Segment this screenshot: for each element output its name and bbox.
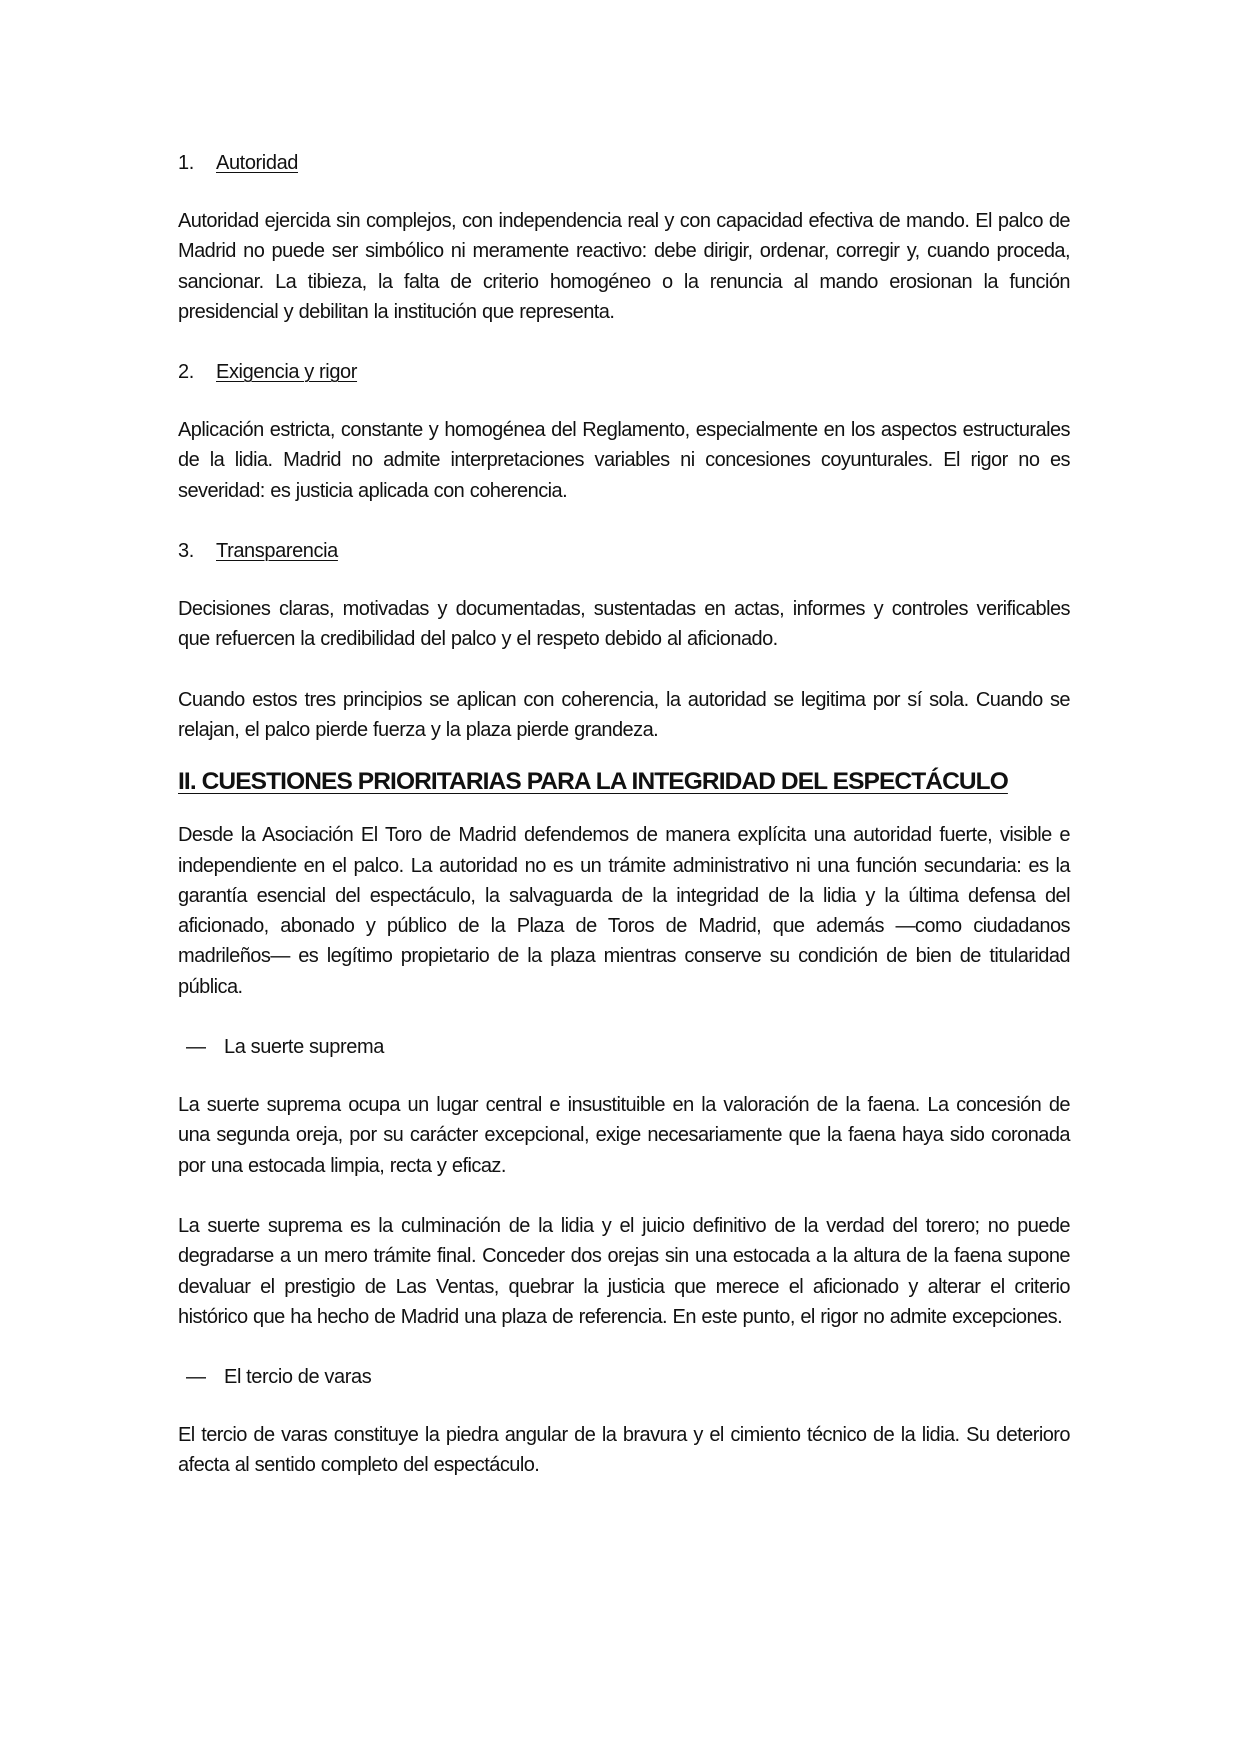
dash-bullet: — xyxy=(186,1366,206,1389)
subsection-paragraph: La suerte suprema ocupa un lugar central e insustituible en la valoración de la faena. La concesión de una segunda oreja, por su carácter excepcional, exige necesariamente que la faena haya sido coronada por una estocada limpia, recta y eficaz. xyxy=(178,1094,1070,1177)
principle-body-exigencia: Aplicación estricta, constante y homogénea del Reglamento, especialmente en los aspectos estructurales de la lidia. Madrid no admite interpretaciones variables ni concesiones coyunturales. El rigor no es severidad: es justicia aplicada con coherencia. xyxy=(178,419,1070,502)
principle-number: 2. xyxy=(178,361,194,384)
subsection-title: La suerte suprema xyxy=(224,1036,384,1059)
principle-title: Exigencia y rigor xyxy=(216,361,358,384)
principle-body-transparencia: Decisiones claras, motivadas y documentadas, sustentadas en actas, informes y controles verificables que refuercen la credibilidad del palco y el respeto debido al aficionado. xyxy=(178,598,1070,651)
section-intro: Desde la Asociación El Toro de Madrid defendemos de manera explícita una autoridad fuerte, visible e independiente en el palco. La autoridad no es un trámite administrativo ni una función secundaria: es la garantía esencial del espectáculo, la salvaguarda de la integridad de la lidia y la última defensa del aficionado, abonado y público de la Plaza de Toros de Madrid, que además —como ciudadanos madrileños— es legítimo propietario de la plaza mientras conserve su condición de bien de titularidad pública. xyxy=(178,824,1070,998)
principle-title: Autoridad xyxy=(216,152,299,174)
principle-heading-transparencia xyxy=(178,536,1070,566)
principle-heading-autoridad xyxy=(178,148,1070,178)
section-heading: II. CUESTIONES PRIORITARIAS PARA LA INTEGRIDAD DEL ESPECTÁCULO xyxy=(178,768,1008,796)
principle-number: 1. xyxy=(178,152,194,174)
subsection-title: El tercio de varas xyxy=(224,1366,372,1389)
principle-title: Transparencia xyxy=(216,540,338,563)
subsection-heading-tercio-varas xyxy=(178,1362,1070,1392)
subsection-paragraph: El tercio de varas constituye la piedra angular de la bravura y el cimiento técnico de la lidia. Su deterioro afecta al sentido completo del espectáculo. xyxy=(178,1424,1070,1477)
principles-conclusion: Cuando estos tres principios se aplican con coherencia, la autoridad se legitima por sí sola. Cuando se relajan, el palco pierde fuerza y la plaza pierde grandeza. xyxy=(178,688,1070,741)
dash-bullet: — xyxy=(186,1036,206,1059)
document-page xyxy=(178,148,1070,1481)
subsection-heading-suerte-suprema xyxy=(178,1032,1070,1062)
subsection-paragraph: La suerte suprema es la culminación de la lidia y el juicio definitivo de la verdad del torero; no puede degradarse a un mero trámite final. Conceder dos orejas sin una estocada a la altura de la faena supone devaluar el prestigio de Las Ventas, quebrar la justicia que merece el aficionado y alterar el criterio histórico que ha hecho de Madrid una plaza de referencia. En este punto, el rigor no admite excepciones. xyxy=(178,1214,1070,1328)
principle-body-autoridad: Autoridad ejercida sin complejos, con independencia real y con capacidad efectiva de mando. El palco de Madrid no puede ser simbólico ni meramente reactivo: debe dirigir, ordenar, corregir y, cuando proceda, sancionar. La tibieza, la falta de criterio homogéneo o la renuncia al mando erosionan la función presidencial y debilitan la institución que representa. xyxy=(178,210,1070,323)
principle-heading-exigencia xyxy=(178,357,1070,387)
principle-number: 3. xyxy=(178,540,194,563)
